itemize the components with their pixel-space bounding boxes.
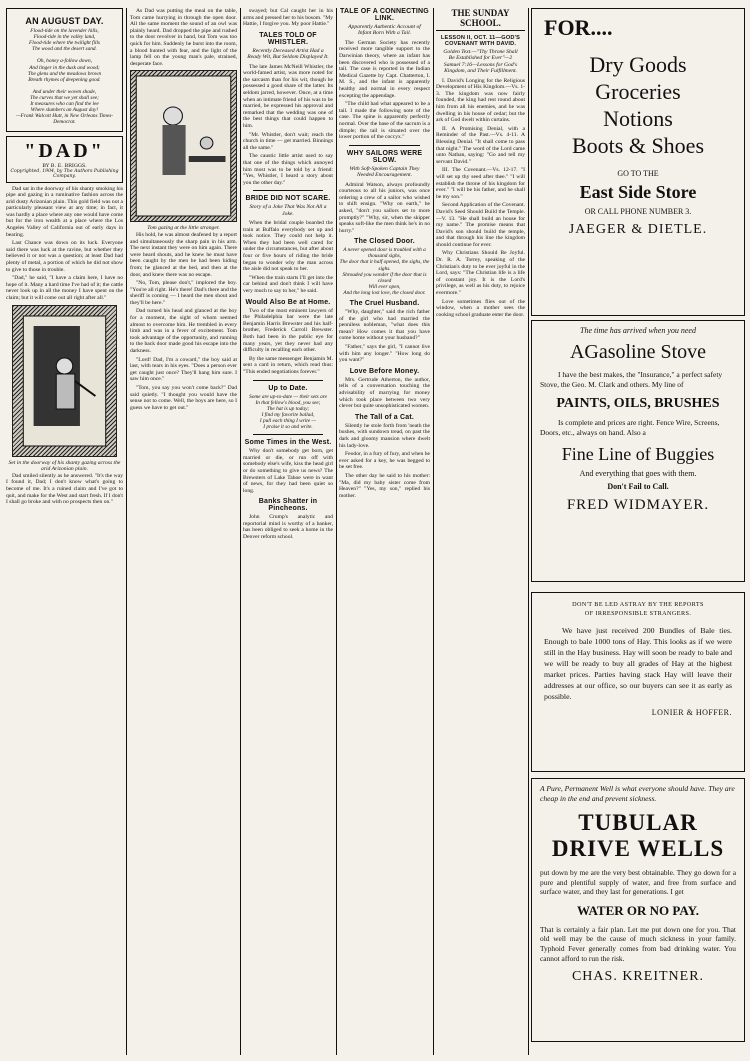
- story-body-continued: [130, 232, 237, 411]
- article-text: [339, 40, 430, 141]
- ad-line-notions: Notions: [603, 106, 673, 131]
- article-paragraph: "When the train starts I'll get into the car behind and don't think I will have very much to say to her," he said.: [243, 274, 333, 295]
- golden-text: Golden Text.—"Thy Throne Shall Be Established for Ever"—2 Samuel 7:16—Lessons for God's Kingdom, and Their Fulfillment.: [443, 49, 518, 75]
- lesson-paragraph: Why Christians Should Be Joyful. Dr. R. A. Torrey, speaking of the Christian's duty to be ever joyful in the Lord, says: "The Christian life is a life of constant joy. It is the Lord's privilege, as well as his duty, to rejoice evermore.": [436, 250, 525, 297]
- article-paragraph: Admiral Watson, always profoundly courteous to all his juniors, was once ordering a crew of a sailor who wished to shift ensign. "Why on earth," he asked, "don't you sailors set to more promptly?" "Why, sir, when the skipper speaks soft-like the men think he's in no hurry.": [339, 181, 430, 234]
- column-2: [130, 8, 237, 1055]
- lesson-paragraph: Love sometimes flies out of the window, when a mother sees the cooking school graduate enter the door.: [436, 298, 525, 318]
- ad-dont-fail: Don't Fail to Call.: [607, 482, 669, 491]
- article-subhead: With Soft-Spoken Captain They Needed Encouragement.: [349, 165, 420, 179]
- lesson-paragraph: III. The Covenant.—Vs. 12-17. "I will set up thy seed after thee." "I will establish the throne of his kingdom for ever." "I will be his father, and he shall be my son.": [436, 167, 525, 200]
- story-title: "DAD": [24, 139, 105, 162]
- ad-body: Is complete and prices are right. Fence Wire, Screens, Doors, etc., always on hand. Also a: [540, 418, 720, 437]
- divider: [253, 190, 323, 191]
- ad-widmayer: [531, 320, 745, 582]
- ad-phone: OR CALL PHONE NUMBER 3.: [584, 207, 692, 216]
- article-headline: BRIDE DID NOT SCARE.: [245, 195, 331, 203]
- article-paragraph: By the same messenger Benjamin M. sent a card in return, which read thus: "This ended negotiations forever.": [243, 355, 333, 375]
- story-title-box: [6, 136, 123, 183]
- article-text: [339, 423, 430, 500]
- ad-intro: The time has arrived when you need: [580, 326, 696, 335]
- story-copyright: Copyrighted, 1904, by The Authors Publishing Company.: [10, 168, 119, 179]
- ad-store-name: East Side Store: [579, 182, 697, 202]
- divider: [253, 380, 323, 381]
- illustration-caption: Set in the doorway of his shanty gazing across the arid Arizonian plain.: [8, 459, 121, 473]
- story-body-continued: [6, 473, 123, 506]
- lesson-text: [436, 78, 525, 319]
- ad-body: We have just received 200 Bundles of Bale ties. Enough to bale 1000 tons of Hay. This looks as if we were still in the Hay business. Hay will soon be ready to bale and we will be ready to buy all grades of Hay at the highest market prices. Parties having stack Hay will leave their addresses at our office, so our buyers can see it as early as possible.: [544, 626, 732, 701]
- column-3: [243, 8, 333, 1055]
- ad-body: I have the best makes, the "Insurance," a perfect safety Stove, the Geo. M. Clark and others. My line of: [540, 370, 723, 389]
- article-text: [243, 220, 333, 295]
- article-text: [243, 8, 333, 28]
- column-1: [6, 8, 123, 1055]
- article-headline: Up to Date.: [268, 384, 308, 392]
- poem-text: Flood-tide on the lavender hills, Flood-tide in the valley land, Flood-tide where the twilight fills The wood and the desert sand. Oh, honey a-follow down, And linger in the dusk and wood; The glens and the meadows brown Breath rhymes of deepening good. And under their woven shade, The curves that we yet shall see; It measures who can find the lee Where slumbers an August day! —Frank Walcott Hutt, in New Orleans Times-Democrat.: [15, 28, 114, 126]
- ad-body: put down by me are the very best obtainable. They go down for a pure and plentiful supply of water, and free from surface and surface water, and they last for generations. I get: [540, 868, 736, 897]
- column-rule: [240, 8, 241, 1055]
- article-headline: Banks Shatter in Pincheons.: [258, 498, 318, 513]
- ad-buggies: Fine Line of Buggies: [561, 444, 715, 464]
- ad-firm: LONIER & HOFFER.: [651, 708, 732, 717]
- poem-box: [6, 8, 123, 132]
- article-paragraph: When the bridal couple boarded the train at Buffalo everybody set up and took notice. They could not help it. When they had been well cared for under the circumstances, but after about four or five hours of riding the bride began to wonder why the man across the aisle did not speak to her.: [243, 220, 333, 273]
- story-paragraph: "Dad," he said, "I have a claim here, I have no hope of it. Many a hard time I've had of it; the cattle never look up in all the money I have spent on the claim; but it will come out all right after all.": [6, 275, 123, 301]
- article-headline: Would Also Be at Home.: [245, 298, 331, 306]
- story-paragraph: Last Chance was down on its luck. Everyone said there was luck at the ravine, but whether they believed it or not was a question; at least Dad had plenty of metal, a portion of which he did not show to give to those in trouble.: [6, 240, 123, 273]
- ad-kreitner: [531, 778, 745, 1042]
- column-6-ads: [531, 8, 745, 1055]
- story-byline: BY B. E. BRIGGS.: [42, 162, 87, 169]
- ad-body: And everything that goes with them.: [579, 469, 697, 478]
- ad-intro: A Pure, Permanent Well is what everyone should have. They are cheap in the end and prevent sickness.: [540, 784, 735, 803]
- man-in-doorway-illustration: [13, 306, 116, 456]
- article-paragraph: "Father," says the girl, "I cannot live with him any longer." "How long do you want?": [339, 344, 430, 364]
- ad-body: That is certainly a fair plan. Let me put down one for you. That old well may be the cause of much sickness in your family. Typhoid Fever generally comes from bad drinking water. You cannot afford to run the risk.: [540, 924, 736, 963]
- article-headline: The Closed Door.: [354, 238, 415, 246]
- article-subhead: Story of a Joke That Was Not All a Joke.: [249, 204, 327, 217]
- illustration-caption: Tom gazing at the little stranger.: [147, 225, 220, 232]
- article-headline: The Cruel Husband.: [349, 300, 420, 308]
- article-poem: A never opened door is troubled with a thousand sighs, The door that it half opened, the sighs, the sighs. Shrouded you wonder if the door that is closed Will ever open, And the long lost love, the closed door.: [339, 247, 430, 296]
- story-paragraph: Dad sat in the doorway of his shanty smoking his pipe and gazing in a ruminative fashion across the arid dusty Arizonian plain. This gold field was not a particularly pleasant view at any time; in fact, it was hardly a place where any one would have come but for the iron wealth at a place where the Los Angeles Valley of California out of early days in bearing.: [6, 185, 123, 238]
- article-headline: TALES TOLD OF WHISTLER.: [259, 31, 317, 46]
- article-text: [339, 182, 430, 235]
- article-paragraph: Two of the most eminent lawyers of the Philadelphia bar were the late Benjamin Harris Brewster and his half-brother, Frederick Carroll Brewster. Both had been in the public eye for many years, yet they never had any difficulty in recalling each other.: [243, 307, 333, 354]
- lesson-paragraph: I. David's Longing for the Religious Development of His Kingdom.—Vs. 1-3. The kingdom was now fairly founded, the king had rest round about him from all his enemies, and he was dwelling in his house of cedar; but the ark of God dwelt within curtains.: [436, 77, 525, 124]
- ad-jaeger-dietle: [531, 8, 745, 316]
- article-text: [243, 64, 333, 187]
- ad-tubular: TUBULAR: [578, 810, 698, 835]
- story-paragraph: "Tom, you say you won't come back?" Dad said quietly. "I thought you would have the sense not to come. Well, the boys are here, so I guess we have to get out.": [130, 385, 237, 411]
- story-body: [6, 186, 123, 302]
- lesson-paragraph: Second Application of the Covenant. David's Seed Should Build the Temple. —V. 13. "He shall build an house for my name." The promise means that David's son should build the temple, and that through his line the kingdom should continue for ever.: [436, 202, 525, 248]
- article-paragraph: "The child had what appeared to be a tail. I made the following note of the case. The spine is apparently perfectly normal. Over the base of the sacrum is a dimple; the tail is situated over the lower portion of the coccyx.": [339, 101, 430, 141]
- story-paragraph: "No, Tom, please don't," implored the boy. "You're all right. He's there! Dad's there and the sheriff is coming — I heard the men shout and they'll be here.": [130, 280, 237, 306]
- poem-title: AN AUGUST DAY.: [25, 16, 104, 26]
- ad-subheading: OF IRRESPONSIBLE STRANGERS.: [584, 610, 692, 617]
- article-subhead: Recently Deceased Artist Had a Ready Wit, But Seldom Displayed It.: [247, 47, 329, 61]
- article-paragraph: Silently he stole forth from 'neath the bushes, with sundown tread, on past the dark and gloomy mansion where dwelt his lady-love.: [339, 422, 430, 449]
- article-text: [243, 308, 333, 376]
- article-paragraph: "Mr. Whistler, don't wait; reach the church in time — get married. Binnings all the same.": [243, 131, 333, 151]
- ad-lonier-hoffer: [531, 592, 745, 772]
- article-text: [339, 377, 430, 410]
- article-poem: Some are up-to-date — their sets are In that fellow's blood, you see; The hat is up today; I find my favorite ballad, I pull each thing I write — I praise it so and write.: [249, 393, 327, 431]
- sunday-school-masthead: THE SUNDAY SCHOOL.: [436, 8, 525, 31]
- story-paragraph: Dad smiled silently as he answered. "It's the way I found it, Dad; I don't know what's going to become of me. It's a ruined claim and I've got to quit, and make for the West and start fresh. If I don't I shall go broke and with no prospects then on.": [6, 472, 123, 506]
- article-headline: TALE OF A CONNECTING LINK.: [340, 8, 429, 22]
- divider: [253, 434, 323, 435]
- story-paragraph: His hold, he was almost deafened by a report and simultaneously the sharp pain in his arm. The next instant they were on him again. There were heard shouts, and he knew he must have been caught by the men he had been hiding from; he glanced at the bed, and then at the door, and knew there was no escape.: [130, 231, 237, 278]
- column-rule: [528, 8, 529, 1055]
- ad-firm: FRED WIDMAYER.: [566, 497, 710, 513]
- article-headline: WHY SAILORS WERE SLOW.: [346, 149, 423, 164]
- article-subhead: Apparently Authentic Account of Infant Born With a Tail.: [348, 24, 421, 37]
- ad-firm: CHAS. KREITNER.: [571, 969, 705, 985]
- column-rule: [126, 8, 127, 1055]
- column-4: [339, 8, 430, 1055]
- ad-product: AGasoline Stove: [569, 341, 707, 363]
- ad-slogan: WATER OR NO PAY.: [576, 902, 700, 918]
- ad-goto: GO TO THE: [617, 169, 659, 178]
- ad-heading: FOR....: [544, 15, 613, 40]
- article-paragraph: The late James McNeill Whistler, the world-famed artist, was more noted for the sarcasm than for his wit, though he possessed a good share of the latter. Its seldom jarred, however. Once, at a time when an intimate friend of his was to be married, he expressed his approval and remarked that the wedding was one of the best things that could happen to him.: [243, 63, 333, 129]
- column-5: [436, 8, 525, 1055]
- story-body: [130, 8, 237, 67]
- article-paragraph: The German Society has recently received more tangible support to the Darwinian theory, where an infant has been discovered who is possessed of a tail. The case is reported in the Indian Medical Gazette by Capt. Chatterton, I. M. S., and the infant is apparently healthy and normal in every respect excepting the appendage.: [339, 39, 430, 99]
- ad-drive-wells: DRIVE WELLS: [551, 836, 725, 861]
- lesson-title: LESSON II, OCT. 11—GOD'S COVENANT WITH DAVID.: [440, 35, 521, 47]
- article-paragraph: Feodor, in a fury of fury, and when he ever asked for a key, he was begged to be set free.: [339, 451, 430, 471]
- article-paragraph: "Why, daughter," said the rich father of the girl who had married the penniless nobleman, "what does this mean? How comes it that you have come home without your husband?": [339, 309, 430, 342]
- story-paragraph: Dad turned his head and glanced at the boy for a moment, the sight of whom seemed almost to overcome him. He trembled in every limb and was in a fever of excitement. Tom took advantage of the opportunity, and running to the back door made good his escape into the darkness.: [130, 308, 237, 355]
- article-paragraph: Why don't somebody get born, get married or die, or run off with somebody else's wife, kiss the head girl or do something to give us news? The Brewsters of Lake Tahoe were in want of news, for they had been quiet so long.: [243, 448, 333, 494]
- story-illustration: [12, 305, 117, 457]
- story-paragraph: "Lord! Dad, I'm a coward," the boy said at last, with tears in his eyes. "Does a person ever get caught just once? They'll hang him sure. I saw him once.": [130, 356, 237, 383]
- divider: [349, 145, 420, 146]
- article-headline: The Tall of a Cat.: [354, 413, 415, 421]
- article-text: [243, 448, 333, 494]
- column-rule: [336, 8, 337, 1055]
- ad-line-dry-goods: Dry Goods: [589, 52, 687, 77]
- ad-line-boots-shoes: Boots & Shoes: [571, 133, 705, 158]
- article-paragraph: Mrs. Gertrude Atherton, the author, tells of a conversation touching the advisability of marrying for money which took place between two very clever but quite unsophisticated women.: [339, 376, 430, 410]
- lesson-paragraph: II. A Promising Denial, with a Reminder of the Past.—Vs. 4-11. A Blessing Denial. "It shall come to pass that night." The word of the Lord came unto Nathan, saying: "Go and tell my servant David.": [436, 125, 525, 165]
- ad-paints: PAINTS, OILS, BRUSHES: [556, 396, 720, 411]
- man-at-table-illustration: [131, 71, 236, 221]
- article-paragraph: The caustic little artist used to say that one of the things which annoyed him most was to be told by a friend: "Yes, Whistler, I heard a story about you the other day.": [243, 153, 333, 186]
- article-headline: Some Times in the West.: [244, 439, 332, 447]
- article-paragraph: swayed; but Cal caught her in his arms and pressed her to his bosom. "My Hattie, I forgive you. My poor Hattie.": [243, 8, 333, 28]
- ad-firm: JAEGER & DIETLE.: [568, 222, 708, 237]
- article-headline: Love Before Money.: [349, 367, 420, 375]
- column-rule: [433, 8, 434, 1055]
- story-paragraph: As Dad was putting the meal on the table, Tom came hurrying in through the open door. All the same moment the sound of an owl was plainly heard. Dad dropped the pipe and rushed to the door revolver in hand, but Tom was too quick for him. Suddenly he burst into the room, a blood hunted with fear, and the light of the lamp fell on the young man's pale, strained, desperate face.: [130, 8, 237, 67]
- article-paragraph: The other day he said to his mother: "Ma, did my baby sister come from Heaven?" "Yes, my son," replied his mother.: [339, 472, 430, 499]
- ad-line-groceries: Groceries: [595, 79, 681, 104]
- article-text: [243, 514, 333, 540]
- article-paragraph: John Crump's analytic and reportorial mind is worthy of a banker, has been obliged to seek a home in the Denver reform school.: [243, 514, 333, 541]
- article-text: [339, 309, 430, 364]
- ad-heading: DON'T BE LED ASTRAY BY THE REPORTS: [572, 601, 704, 608]
- story-illustration: [130, 70, 237, 222]
